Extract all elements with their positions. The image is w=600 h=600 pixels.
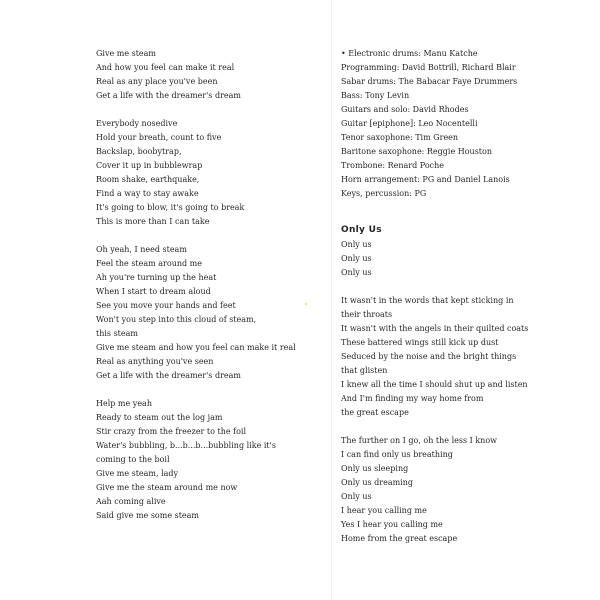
credit-line: Horn arrangement: PG and Daniel Lanois	[341, 175, 510, 184]
lyric-line: The further on I go, oh the less I know	[341, 436, 497, 445]
credit-line: Sabar drums: The Babacar Faye Drummers	[341, 77, 518, 86]
lyric-line: Seduced by the noise and the bright things	[341, 352, 517, 361]
lyric-line: These battered wings still kick up dust	[341, 338, 499, 347]
stanza-break	[341, 280, 581, 294]
lyric-line: Everybody nosedive	[96, 119, 178, 128]
stanza-break	[96, 383, 321, 397]
credit-line: Guitars and solo: David Rhodes	[341, 105, 469, 114]
lyric-line: I hear you calling me	[341, 506, 427, 515]
lyric-line: Only us	[341, 492, 372, 501]
lyric-line: Room shake, earthquake,	[96, 175, 200, 184]
lyric-line: It wasn't with the angels in their quilted coats	[341, 324, 529, 333]
credit-line: Guitar [epiphone]: Leo Nocentelli	[341, 119, 478, 128]
credit-line: Keys, percussion: PG	[341, 189, 427, 198]
lyric-line: Ah you're turning up the heat	[96, 273, 217, 282]
lyric-line: Give me steam, lady	[96, 469, 179, 478]
lyric-line: Only us sleeping	[341, 464, 409, 473]
stanza-break	[96, 103, 321, 117]
lyric-line: Yes I hear you calling me	[341, 520, 443, 529]
lyric-line: And how you feel can make it real	[96, 63, 235, 72]
lyric-line: Only us dreaming	[341, 478, 413, 487]
credit-line: Tenor saxophone: Tim Green	[341, 133, 459, 142]
stanza-break	[341, 420, 581, 434]
lyric-line: Only us	[341, 268, 372, 277]
credit-line: Bass: Tony Levin	[341, 91, 410, 100]
lyric-line: I can find only us breathing	[341, 450, 453, 459]
lyric-line: Get a life with the dreamer's dream	[96, 371, 241, 380]
credit-line: Programming: David Bottrill, Richard Blair	[341, 63, 516, 72]
lyric-line: It's going to blow, it's going to break	[96, 203, 245, 212]
lyric-line: Real as any place you've been	[96, 77, 218, 86]
lyric-line: Real as anything you've seen	[96, 357, 214, 366]
lyric-line: Only us	[341, 254, 372, 263]
lyric-line: Get a life with the dreamer's dream	[96, 91, 241, 100]
credit-line: • Electronic drums: Manu Katche	[341, 49, 478, 58]
lyric-line: Hold your breath, count to five	[96, 133, 222, 142]
lyric-line: Said give me some steam	[96, 511, 200, 520]
lyric-line: Aah coming alive	[96, 497, 166, 506]
credit-line: Trombone: Renard Poche	[341, 161, 445, 170]
lyric-line: When I start to dream aloud	[96, 287, 211, 296]
song-title-only-us: Only Us	[341, 225, 382, 235]
lyric-line: Give me steam	[96, 49, 157, 58]
lyric-line: Give me steam and how you feel can make it real	[96, 343, 296, 352]
lyric-line: Cover it up in bubblewrap	[96, 161, 203, 170]
stanza-break	[96, 229, 321, 243]
lyric-line: Give me the steam around me now	[96, 483, 238, 492]
lyric-line: Ready to steam out the log jam	[96, 413, 223, 422]
lyric-line: Water's bubbling, b...b...b...bubbling like it's	[96, 441, 276, 450]
credit-line: Baritone saxophone: Reggie Houston	[341, 147, 492, 156]
lyric-line: the great escape	[341, 408, 409, 417]
lyric-line: that glisten	[341, 366, 388, 375]
lyric-line: I knew all the time I should shut up and listen	[341, 380, 528, 389]
lyric-line: their throats	[341, 310, 393, 319]
lyric-line: this steam	[96, 329, 138, 338]
spacer	[341, 215, 581, 222]
lyric-line: Feel the steam around me	[96, 259, 202, 268]
lyric-line: Won't you step into this cloud of steam,	[96, 315, 257, 324]
lyric-line: coming to the boil	[96, 455, 170, 464]
lyric-line: Find a way to stay awake	[96, 189, 199, 198]
lyric-line: Home from the great escape	[341, 534, 458, 543]
lyric-line: Oh yeah, I need steam	[96, 245, 187, 254]
only-us-lyrics	[341, 238, 581, 546]
lyric-line: Only us	[341, 240, 372, 249]
lyric-line: Stir crazy from the freezer to the foil	[96, 427, 247, 436]
lyric-line: Backslap, boobytrap,	[96, 147, 182, 156]
credits-list	[341, 47, 581, 201]
lyric-line: Help me yeah	[96, 399, 152, 408]
spacer	[341, 201, 581, 215]
lyric-line: This is more than I can take	[96, 217, 210, 226]
page-fold-line	[331, 0, 332, 600]
lyric-line: It wasn't in the words that kept sticking in	[341, 296, 514, 305]
right-column	[341, 47, 581, 546]
lyric-line: See you move your hands and feet	[96, 301, 236, 310]
lyric-line: And I'm finding my way home from	[341, 394, 484, 403]
steam-lyrics-column	[96, 47, 321, 523]
